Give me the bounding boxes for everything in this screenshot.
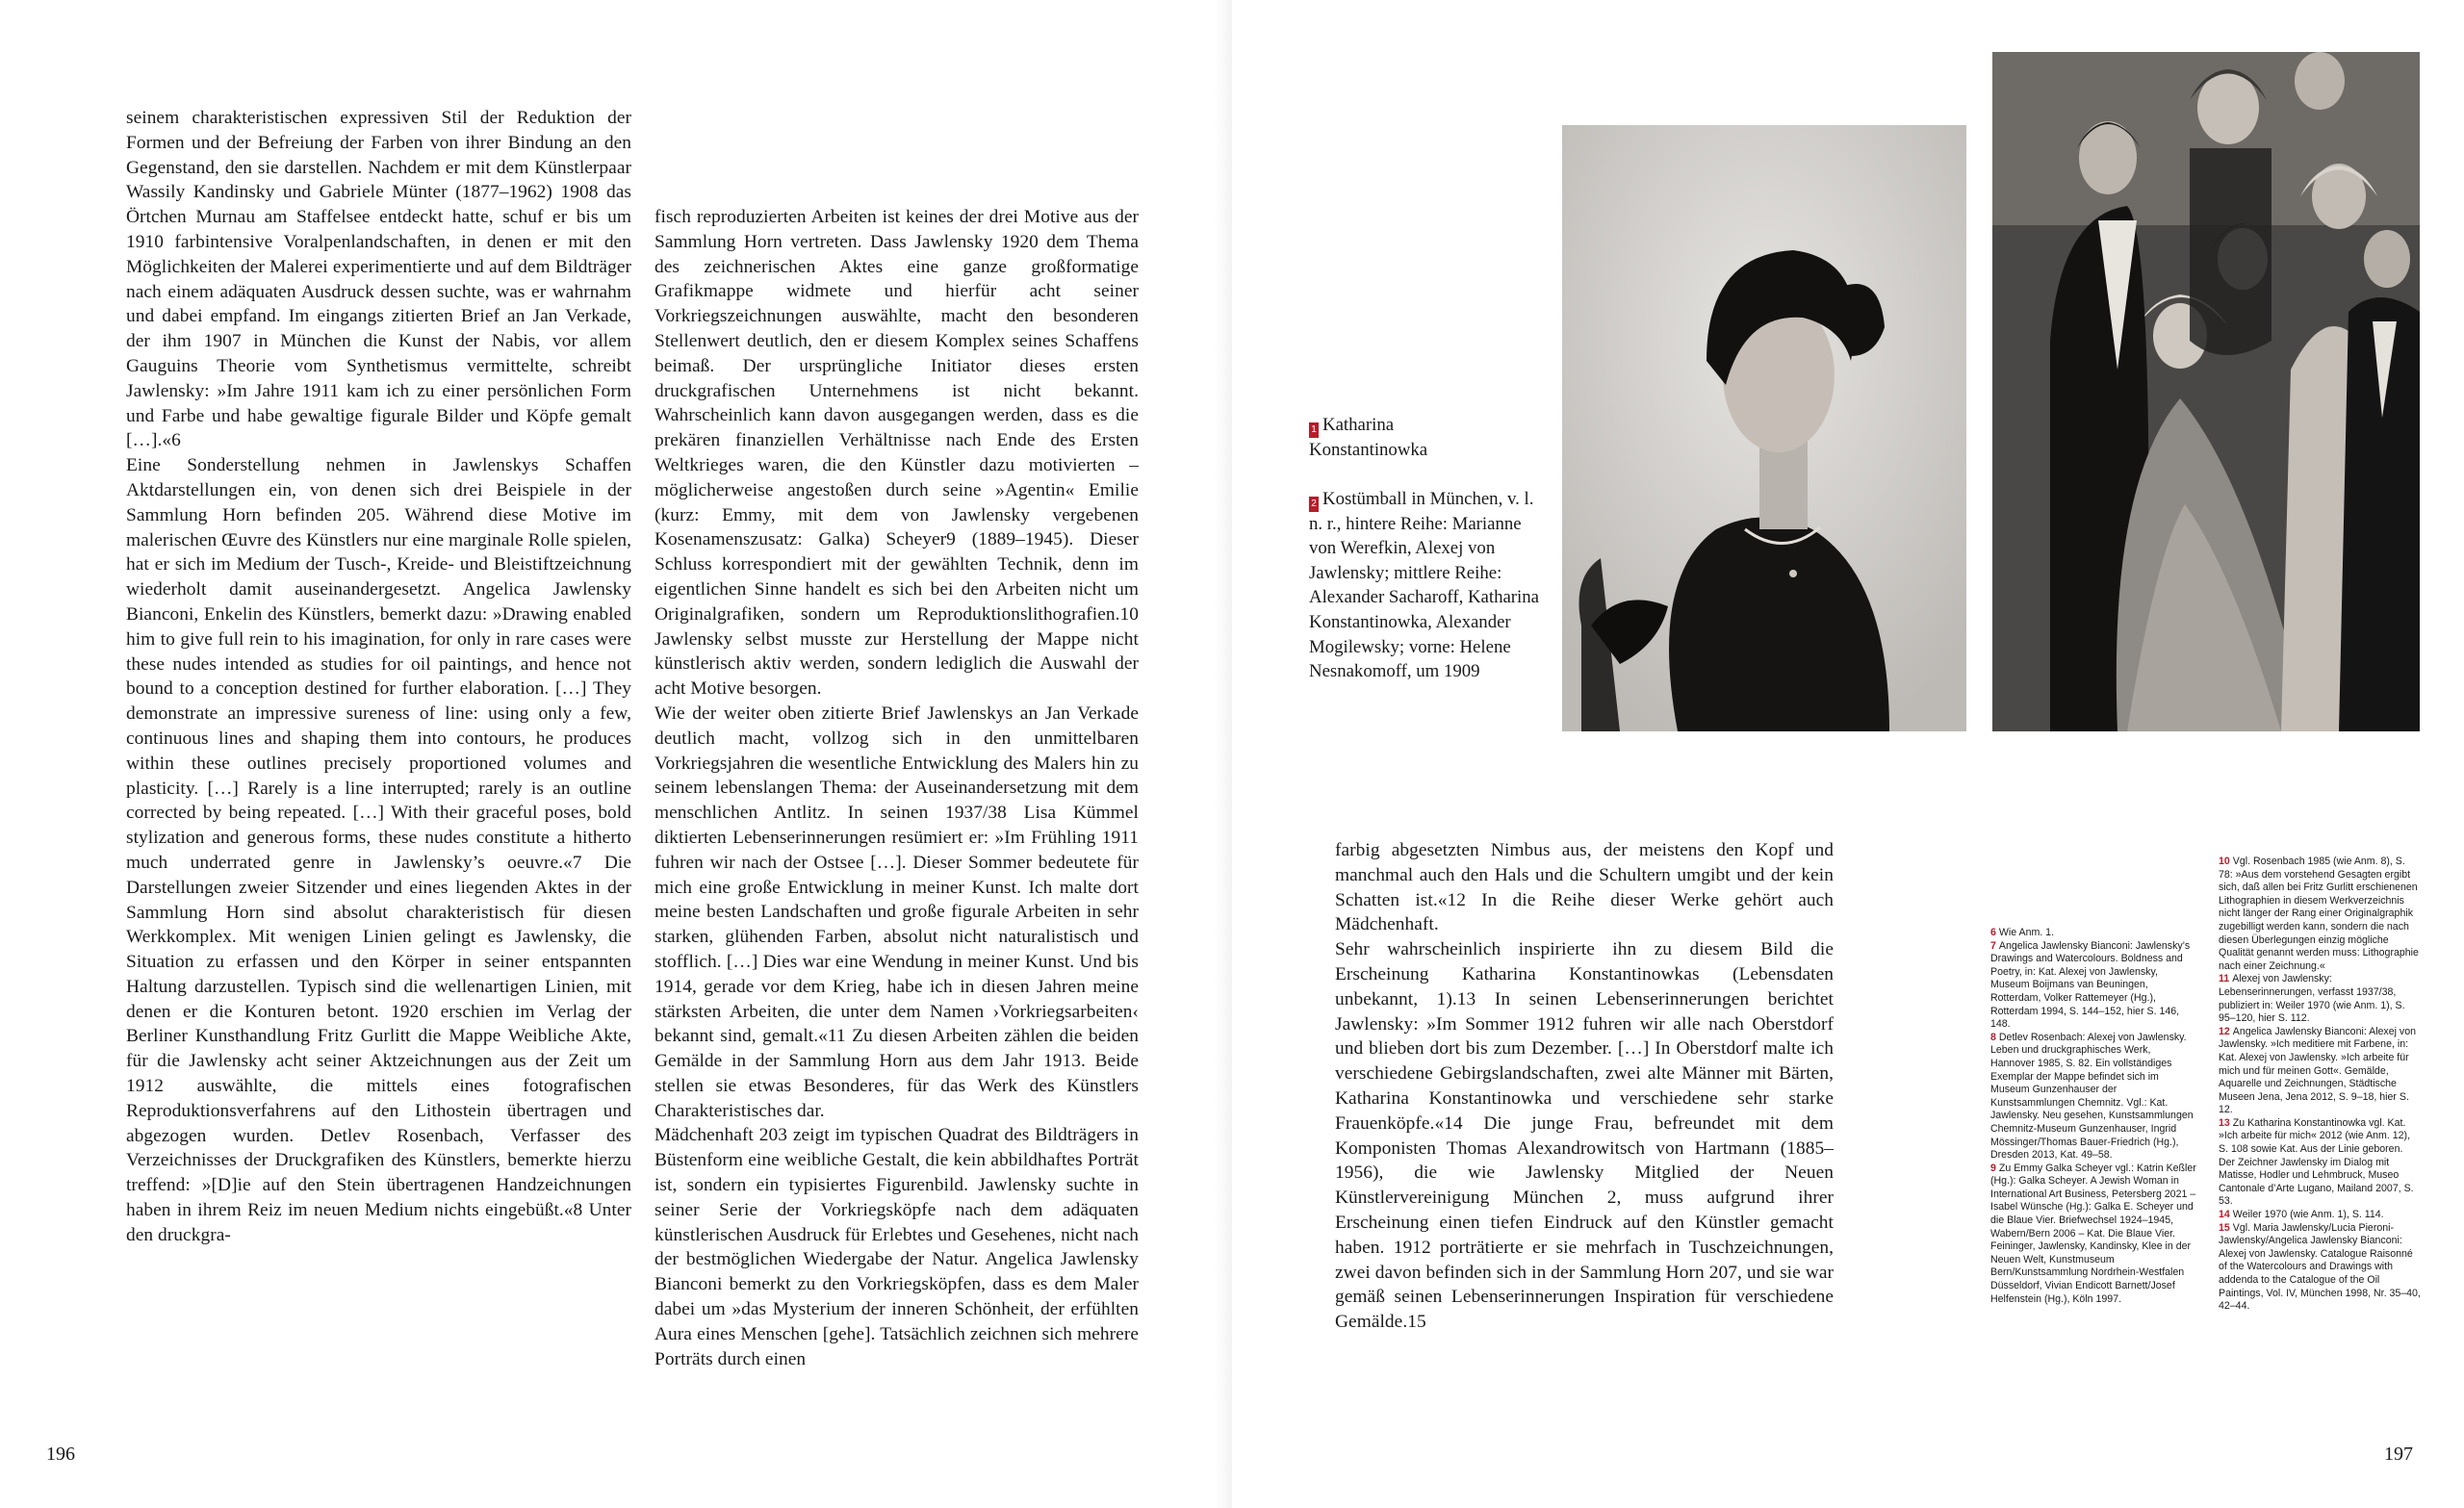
footnote: 14 Weiler 1970 (wie Anm. 1), S. 114.	[2219, 1209, 2384, 1221]
footnote: 9 Zu Emmy Galka Scheyer vgl.: Katrin Keßler (Hg.): Galka Scheyer. A Jewish Woman in International Art Business, Petersberg 2021 – Isabel Wünsche (Hg.): Galka E. Scheyer und die Blaue Vier. Briefwechsel 1924–1945, Wabern/Bern 2006 – Kat. Die Blaue Vier. Feininger, Jawlensky, Kandinsky, Klee in der Neuen Welt, Kunstmuseum Bern/Kunstsammlung Nordrhein-Westfalen Düsseldorf, Vivian Endicott Barnett/Josef Helfenstein (Hg.), Köln 1997.	[1990, 1162, 2196, 1305]
group-photo-image	[1992, 52, 2420, 731]
figure-marker: 2	[1309, 497, 1319, 512]
figure-marker: 1	[1309, 422, 1319, 438]
figure-captions	[1309, 413, 1540, 708]
page-number-left: 196	[46, 1444, 75, 1465]
caption-2	[1309, 487, 1540, 684]
footnote: 12 Angelica Jawlensky Bianconi: Alexej von Jawlensky. »Ich meditiere mit Farbene, in: Kat. Alexej von Jawlensky. »Ich arbeite für mich und für meinen Gott«. Gemälde, Aquarelle und Zeichnungen, Städtische Museen Jena, Jena 2012, S. 9–18, hier S. 12.	[2219, 1025, 2417, 1116]
group-photo	[1992, 52, 2420, 731]
footnote: 10 Vgl. Rosenbach 1985 (wie Anm. 8), S. 78: »Aus dem vorstehend Gesagten ergibt sich, daß allen bei Fritz Gurlitt erschienenen Lithographien in diesem Werkverzeichnis nicht länger der Rang einer Originalgraphik zugebilligt werden kann, sondern die nach diesen Überlegungen einzig mögliche Qualität genannt werden muss: Lithographie nach einer Zeichnung.«	[2219, 856, 2419, 972]
caption-1	[1309, 413, 1540, 463]
footnote: 11 Alexej von Jawlensky: Lebenserinnerungen, verfasst 1937/38, publiziert in: Weiler 1970 (wie Anm. 1), S. 95–120, hier S. 112.	[2219, 973, 2405, 1025]
caption-text: Katharina Konstantinowka	[1309, 415, 1428, 460]
body-column-1: seinem charakteristischen expressiven Stil der Reduktion der Formen und der Befreiung der Farben von ihrer Bindung an den Gegenstand, den sie darstellen. Nachdem er mit dem Künstlerpaar Wassily Kandinsky und Gabriele Münter (1877–1962) 1908 das Örtchen Murnau am Staffelsee entdeckt hatte, schuf er bis um 1910 farbintensive Voralpenlandschaften, in denen er mit den Möglichkeiten der Malerei experimentierte und auf dem Bildträger nach einem adäquaten Ausdruck dessen suchte, was er wahrnahm und dabei empfand. Im eingangs zitierten Brief an Jan Verkade, der ihm 1907 in München die Kunst der Nabis, vor allem Gauguins Theorie vom Synthetismus vermittelte, schreibt Jawlensky: »Im Jahre 1911 kam ich zu einer persönlichen Form und Farbe und habe gewaltige figurale Bilder und Köpfe gemalt […].«6 Eine Sonderstellung nehmen in Jawlenskys Schaffen Aktdarstellungen ein, von denen sich drei Beispiele in der Sammlung Horn befinden 205. Während diese Motive im malerischen Œuvre des Künstlers nur eine marginale Rolle spielen, hat er sich im Medium der Tusch-, Kreide- und Bleistiftzeichnung wiederholt damit auseinandergesetzt. Angelica Jawlensky Bianconi, Enkelin des Künstlers, bemerkt dazu: »Drawing enabled him to give full rein to his imagination, for only in rare cases were these nudes intended as studies for oil paintings, and hence not bound to a conception destined for further elaboration. […] They demonstrate an impressive sureness of line: using only a few, continuous lines and shaping them into contours, he produces within these outlines precisely proportioned volumes and plasticity. […] Rarely is a line interrupted; rarely is an outline corrected by being repeated. […] With their graceful poses, bold stylization and generous forms, these nudes constitute a hitherto much underrated genre in Jawlensky’s oeuvre.«7 Die Darstellungen zweier Sitzender und eines liegenden Aktes in der Sammlung Horn sind absolut charakteristisch für diesen Werkkomplex. Mit wenigen Linien gelingt es Jawlensky, die Situation zu erfassen und den Körper in seiner entspannten Haltung darzustellen. Typisch sind die wellenartigen Linien, mit denen er die Konturen betont. 1920 erschien im Verlag der Berliner Kunsthandlung Fritz Gurlitt die Mappe Weibliche Akte, für die Jawlensky acht seiner Aktzeichnungen aus der Zeit um 1912 auswählte, die mittels eines fotografischen Reproduktionsverfahrens auf den Lithostein übertragen und abgezogen wurden. Detlev Rosenbach, Verfasser des Verzeichnisses der Druckgrafiken des Künstlers, bemerkte hierzu treffend: »[D]ie auf den Stein übertragenen Handzeichnungen haben in ihrem Reiz im neuen Medium nichts eingebüßt.«8 Unter den druckgra-	[126, 108, 631, 1245]
portrait-photo	[1562, 125, 1966, 731]
body-column-3: farbig abgesetzten Nimbus aus, der meistens den Kopf und manchmal auch den Hals und die Schultern umgibt und der kein Schatten ist.«12 In die Reihe dieser Werke gehört auch Mädchenhaft. Sehr wahrscheinlich inspirierte ihn zu diesem Bild die Erscheinung Katharina Konstantinowkas (Lebensdaten unbekannt, 1).13 In seinen Lebenserinnerungen berichtet Jawlensky: »Im Sommer 1912 fuhren wir alle nach Oberstdorf und blieben dort bis zum Dezember. […] In Oberstdorf malte ich verschiedene Gebirgslandschaften, zwei alte Männer mit Bärten, Katharina Konstantinowka und verschiedene sehr starke Frauenköpfe.«14 Die junge Frau, befreundet mit dem Komponisten Thomas Alexandrowitsch von Hartmann (1885–1956), die wie Jawlensky Mitglied der Neuen Künstlervereinigung München 2, muss aufgrund ihrer Erscheinung einen tiefen Eindruck auf den Künstler gemacht haben. 1912 porträtierte er sie mehrfach in Tuschzeichnungen, zwei davon befinden sich in der Sammlung Horn 207, und sie war gemäß seinen Lebenserinnerungen Inspiration für verschiedene Gemälde.15	[1335, 840, 1834, 1333]
footnotes-column-1	[1990, 927, 2197, 1306]
footnote: 6 Wie Anm. 1.	[1990, 927, 2055, 938]
footnote: 7 Angelica Jawlensky Bianconi: Jawlensky’s Drawings and Watercolours. Boldness and Poetry, in: Kat. Alexej von Jawlensky, Museum Boijmans van Beuningen, Rotterdam, Volker Rattemeyer (Hg.), Rotterdam 1994, S. 144–152, hier S. 146, 148.	[1990, 939, 2191, 1031]
footnotes-column-2	[2219, 856, 2421, 1314]
footnote: 13 Zu Katharina Konstantinowka vgl. Kat. »Ich arbeite für mich« 2012 (wie Anm. 12), S. 108 sowie Kat. Aus der Linie geboren. Der Zeichner Jawlensky im Dialog mit Matisse, Hodler und Lehmbruck, Museo Cantonale d’Arte Lugano, Mailand 2007, S. 53.	[2219, 1116, 2414, 1208]
footnote: 15 Vgl. Maria Jawlensky/Lucia Pieroni-Jawlensky/Angelica Jawlensky Bianconi: Alexej von Jawlensky. Catalogue Raisonné of the Watercolours and Drawings with addenda to the Catalogue of the Oil Paintings, Vol. IV, München 1998, Nr. 35–40, 42–44.	[2219, 1221, 2421, 1313]
page-number-right: 197	[2384, 1444, 2413, 1465]
footnote: 8 Detlev Rosenbach: Alexej von Jawlensky. Leben und druckgraphisches Werk, Hannover 1985, S. 82. Ein vollständiges Exemplar der Mappe befindet sich im Museum Gunzenhauser der Kunstsammlungen Chemnitz. Vgl.: Kat. Jawlensky. Neu gesehen, Kunstsammlungen Chemnitz-Museum Gunzenhauser, Ingrid Mössinger/Thomas Bauer-Friedrich (Hg.), Dresden 2013, Kat. 49–58.	[1990, 1031, 2194, 1162]
caption-text: Kostümball in München, v. l. n. r., hintere Reihe: Marianne von Werefkin, Alexej von Jawlensky; mittlere Reihe: Alexander Sacharoff, Katharina Konstantinowka, Alexander Mogilewsky; vorne: Helene Nesnakomoff, um 1909	[1309, 488, 1540, 682]
portrait-photo-image	[1562, 125, 1966, 731]
body-column-2: fisch reproduzierten Arbeiten ist keines der drei Motive aus der Sammlung Horn vertreten. Dass Jawlensky 1920 dem Thema des zeichnerischen Aktes eine ganze großformatige Grafikmappe widmete und hierfür acht seiner Vorkriegszeichnungen auswählte, macht den besonderen Stellenwert deutlich, den er diesem Komplex seines Schaffens beimaß. Der ursprüngliche Initiator dieses ersten druckgrafischen Unternehmens ist nicht bekannt. Wahrscheinlich kann davon ausgegangen werden, dass es die prekären finanziellen Verhältnisse nach Ende des Ersten Weltkrieges waren, die den Künstler dazu motivierten – möglicherweise angestoßen durch seine »Agentin« Emilie (kurz: Emmy, mit dem von Jawlensky vergebenen Kosenamenszusatz: Galka) Scheyer9 (1889–1945). Dieser Schluss korrespondiert mit der gewählten Technik, denn im eigentlichen Sinne handelt es sich bei den Arbeiten nicht um Originalgrafiken, sondern um Reproduktionslithografien.10 Jawlensky selbst musste zur Herstellung der Mappe nicht künstlerisch aktiv werden, sondern lediglich die Auswahl der acht Motive besorgen. Wie der weiter oben zitierte Brief Jawlenskys an Jan Verkade deutlich macht, vollzog sich in den unmittelbaren Vorkriegsjahren die wesentliche Entwicklung des Malers hin zu seinem lebenslangen Thema: der Auseinandersetzung mit dem menschlichen Antlitz. In seinen 1937/38 Lisa Kümmel diktierten Lebenserinnerungen resümiert er: »Im Frühling 1911 fuhren wir nach der Ostsee […]. Dieser Sommer bedeutete für mich eine große Entwicklung in meiner Kunst. Ich malte dort meine besten Landschaften und große figurale Arbeiten in sehr starken, glühenden Farben, absolut nicht naturalistisch und stofflich. […] Dies war eine Wendung in meiner Kunst. Und bis 1914, gerade vor dem Krieg, habe ich in diesen Jahren meine stärksten Arbeiten, die unter dem Namen ›Vorkriegsarbeiten‹ bekannt sind, gemalt.«11 Zu diesen Arbeiten zählen die beiden Gemälde in der Sammlung Horn aus dem Jahr 1913. Beide stellen sie etwas Besonderes, für das Werk des Künstlers Charakteristisches dar. Mädchenhaft 203 zeigt im typischen Quadrat des Bildträgers in Büstenform eine weibliche Gestalt, die kein abbildhaftes Porträt ist, sondern ein typisiertes Figurenbild. Jawlensky suchte in seiner Serie der Vorkriegsköpfe nach dem adäquaten künstlerischen Ausdruck für Erlebtes und Gesehenes, nicht nach der bestmöglichen Wiedergabe der Natur. Angelica Jawlensky Bianconi bemerkt zu den Vorkriegsköpfen, dass es dem Maler dabei um »das Mysterium der inneren Schönheit, der erfühlten Aura eines Menschen [gehe]. Tatsächlich zeichnen sich mehrere Porträts durch einen	[654, 207, 1139, 1369]
